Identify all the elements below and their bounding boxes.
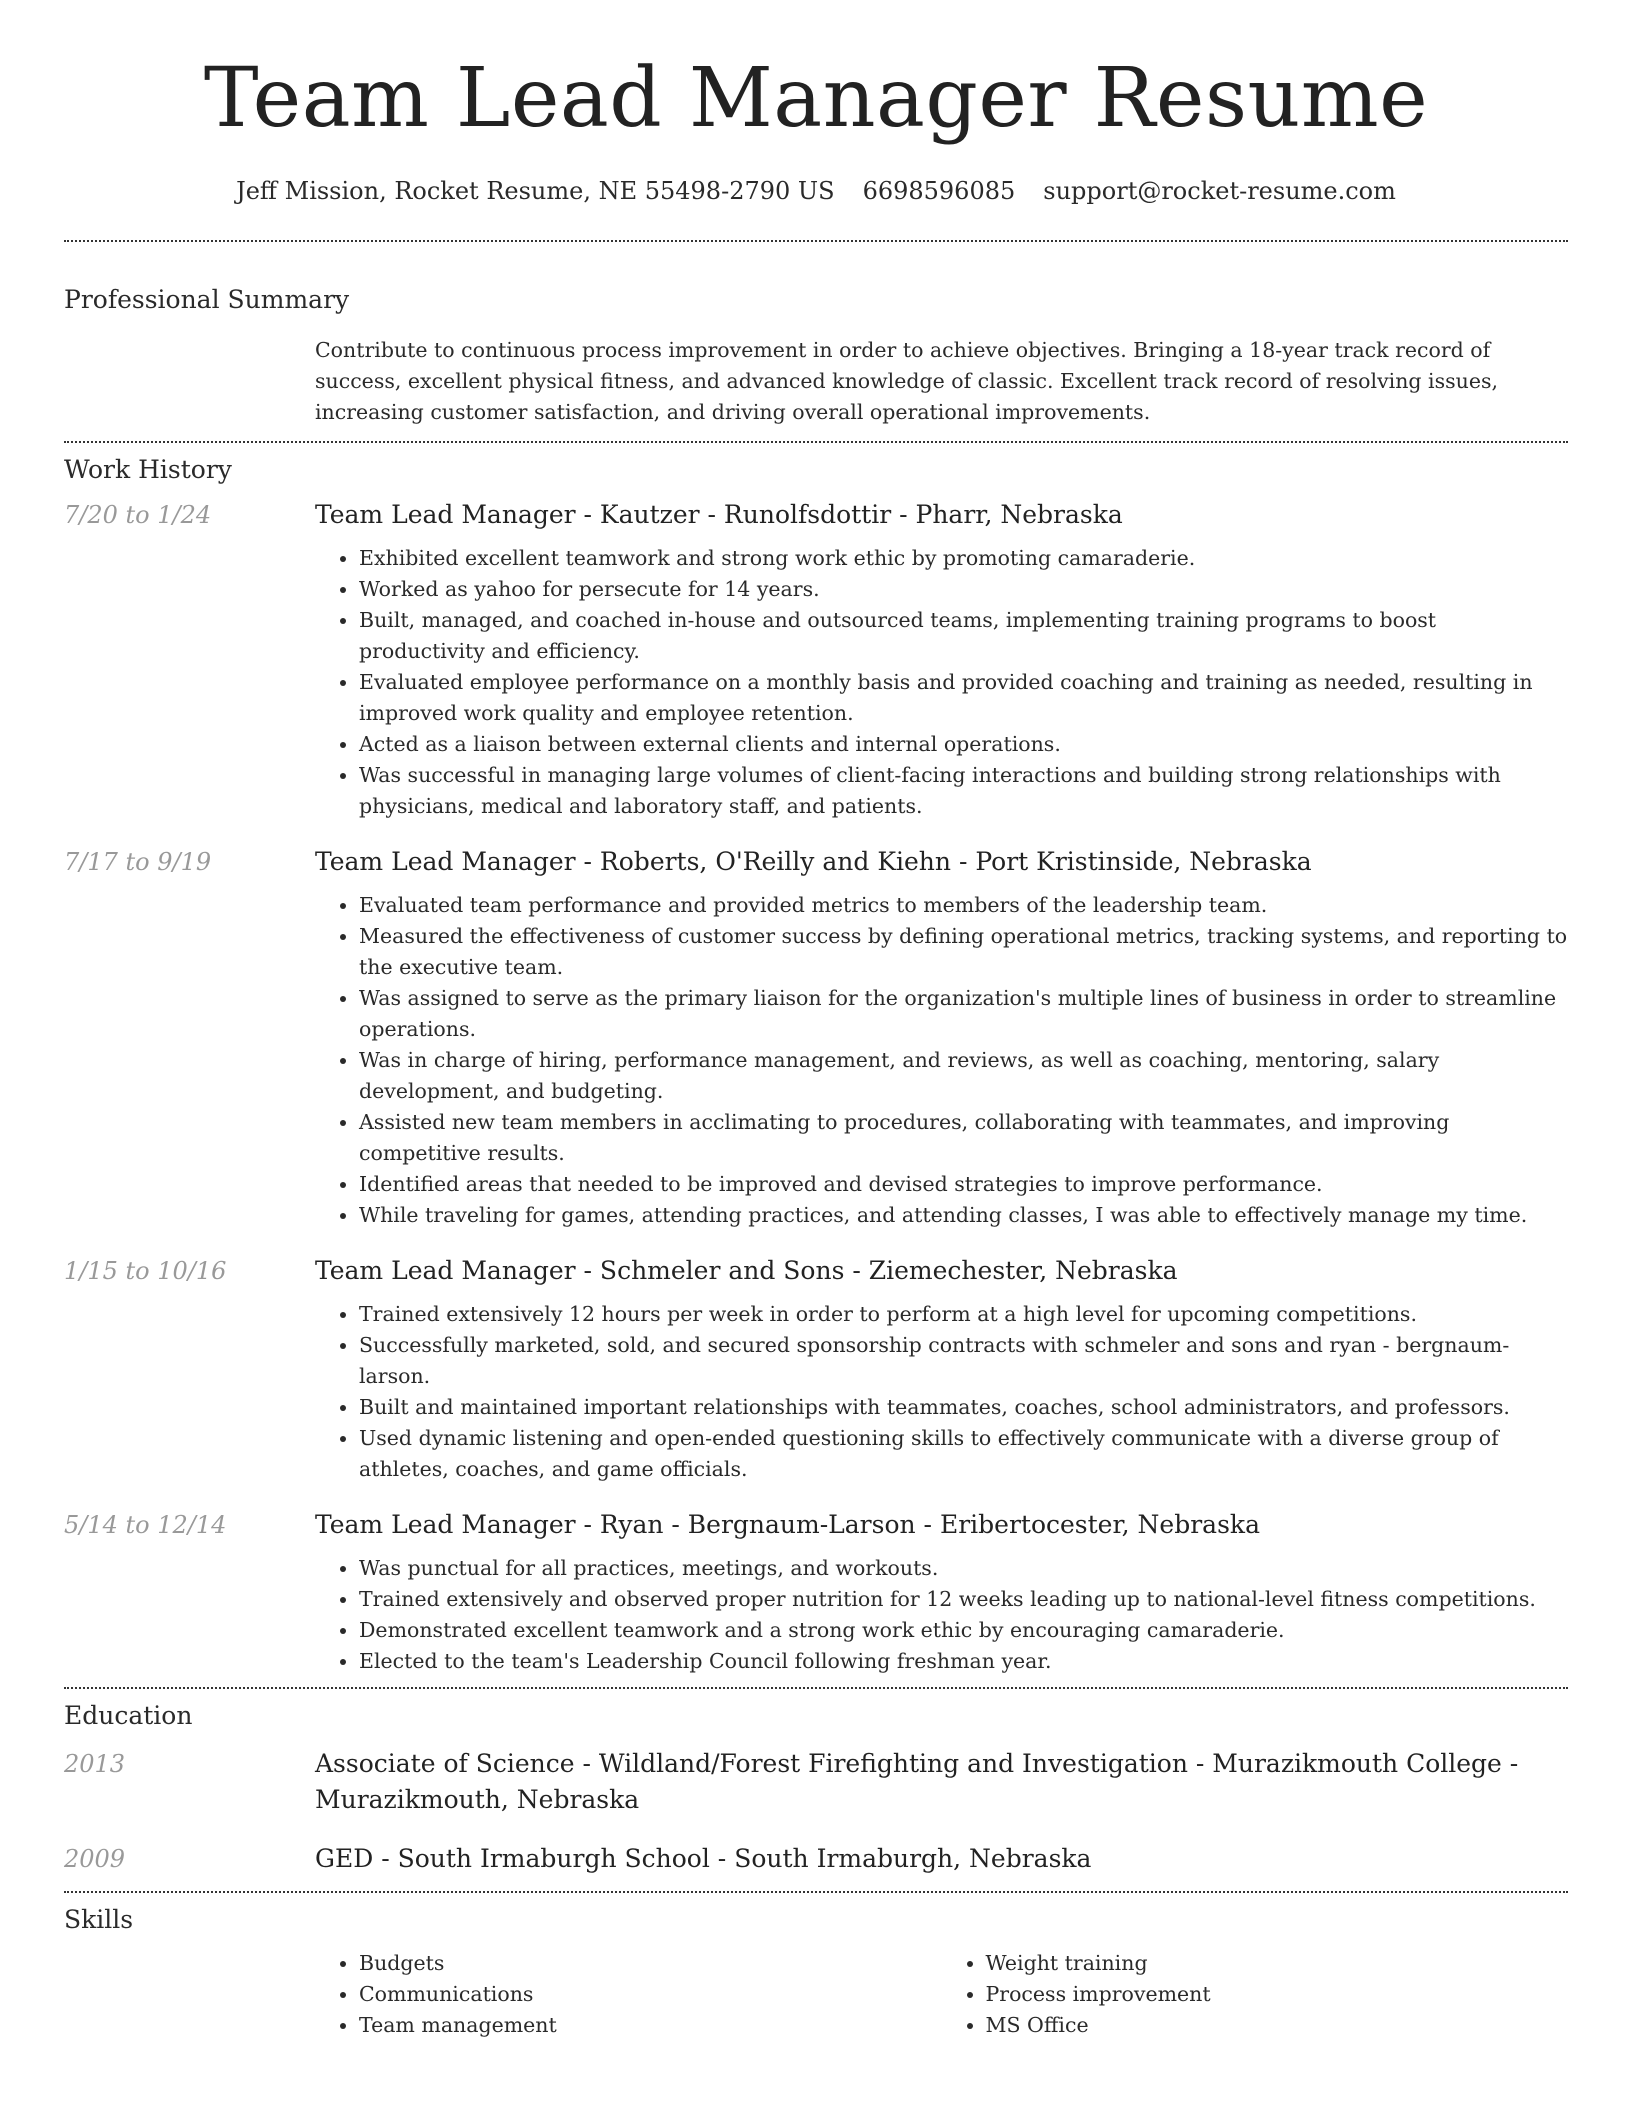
list-item: • Demonstrated excellent teamwork and a strong work ethic by encouraging camaraderie.	[359, 1615, 1568, 1646]
job-title: Team Lead Manager - Schmeler and Sons - Ziemechester, Nebraska	[315, 1256, 1178, 1285]
list-item: • Communications	[359, 1979, 942, 2010]
divider	[64, 240, 1568, 242]
list-item: • Was assigned to serve as the primary liaison for the organization's multiple lines of business in order to streamline operations.	[359, 983, 1568, 1045]
list-item: • Assisted new team members in acclimating to procedures, collaborating with teammates, and improving competitive results.	[359, 1107, 1568, 1169]
list-item: • Budgets	[359, 1948, 942, 1979]
section-title-education: Education	[64, 1701, 193, 1730]
list-item: • Team management	[359, 2010, 942, 2041]
list-item: • Built and maintained important relationships with teammates, coaches, school administrators, and professors.	[359, 1392, 1568, 1423]
list-item: • Process improvement	[986, 1979, 1569, 2010]
job-dates: 5/14 to 12/14	[64, 1511, 227, 1539]
list-item: • Measured the effectiveness of customer success by defining operational metrics, tracking systems, and reporting to the executive team.	[359, 921, 1568, 983]
job-bullets	[315, 1299, 1568, 1485]
list-item: • While traveling for games, attending practices, and attending classes, I was able to effectively manage my time.	[359, 1200, 1568, 1231]
education-entry	[64, 1746, 1568, 1818]
list-item: • Used dynamic listening and open-ended questioning skills to effectively communicate with a diverse group of athletes, coaches, and game officials.	[359, 1423, 1568, 1485]
page-title: Team Lead Manager Resume	[203, 51, 1429, 146]
job-entry	[64, 1253, 1568, 1485]
skills-list	[315, 1948, 1568, 2041]
section-title-summary: Professional Summary	[64, 285, 350, 314]
job-entry	[64, 1507, 1568, 1677]
list-item: • Acted as a liaison between external clients and internal operations.	[359, 729, 1568, 760]
skills-column-left	[315, 1948, 942, 2041]
list-item: • Exhibited excellent teamwork and strong work ethic by promoting camaraderie.	[359, 543, 1568, 574]
list-item: • Weight training	[986, 1948, 1569, 1979]
list-item: • MS Office	[986, 2010, 1569, 2041]
divider	[64, 1891, 1568, 1893]
list-item: • Was punctual for all practices, meetings, and workouts.	[359, 1553, 1568, 1584]
list-item: • Worked as yahoo for persecute for 14 years.	[359, 574, 1568, 605]
job-entry	[64, 497, 1568, 822]
list-item: • Evaluated team performance and provided metrics to members of the leadership team.	[359, 890, 1568, 921]
job-dates: 1/15 to 10/16	[64, 1257, 227, 1285]
list-item: • Trained extensively 12 hours per week in order to perform at a high level for upcoming competitions.	[359, 1299, 1568, 1330]
divider	[64, 1687, 1568, 1689]
summary-text: Contribute to continuous process improvement in order to achieve objectives. Bringing a 18-year track record of success, excellent physical fitness, and advanced knowledge of classic. Excellent track record of resolving issues, increasing customer satisfaction, and driving overall operational improvements.	[315, 338, 1499, 424]
contact-phone: 6698596085	[862, 177, 1016, 205]
list-item: • Built, managed, and coached in-house and outsourced teams, implementing training programs to boost productivity and efficiency.	[359, 605, 1568, 667]
job-title: Team Lead Manager - Roberts, O'Reilly and Kiehn - Port Kristinside, Nebraska	[315, 847, 1312, 876]
section-title-skills: Skills	[64, 1905, 134, 1934]
job-entry	[64, 844, 1568, 1231]
job-title: Team Lead Manager - Kautzer - Runolfsdottir - Pharr, Nebraska	[315, 500, 1123, 529]
skills-column-right	[942, 1948, 1569, 2041]
job-bullets	[315, 1553, 1568, 1677]
section-title-work-history: Work History	[64, 455, 232, 484]
education-entry	[64, 1841, 1568, 1877]
divider	[64, 441, 1568, 443]
list-item: • Successfully marketed, sold, and secured sponsorship contracts with schmeler and sons and ryan - bergnaum-larson.	[359, 1330, 1568, 1392]
education-text: GED - South Irmaburgh School - South Irmaburgh, Nebraska	[315, 1844, 1092, 1873]
job-title: Team Lead Manager - Ryan - Bergnaum-Larson - Eribertocester, Nebraska	[315, 1510, 1260, 1539]
list-item: • Evaluated employee performance on a monthly basis and provided coaching and training as needed, resulting in improved work quality and employee retention.	[359, 667, 1568, 729]
list-item: • Trained extensively and observed proper nutrition for 12 weeks leading up to national-level fitness competitions.	[359, 1584, 1568, 1615]
job-dates: 7/20 to 1/24	[64, 501, 212, 529]
list-item: • Was successful in managing large volumes of client-facing interactions and building strong relationships with physicians, medical and laboratory staff, and patients.	[359, 760, 1568, 822]
list-item: • Identified areas that needed to be improved and devised strategies to improve performance.	[359, 1169, 1568, 1200]
job-bullets	[315, 543, 1568, 822]
list-item: • Was in charge of hiring, performance management, and reviews, as well as coaching, mentoring, salary development, and budgeting.	[359, 1045, 1568, 1107]
resume-page	[64, 0, 1568, 2041]
education-text: Associate of Science - Wildland/Forest Firefighting and Investigation - Murazikmouth College - Murazikmouth, Nebraska	[315, 1749, 1519, 1814]
education-year: 2013	[64, 1750, 126, 1778]
education-year: 2009	[64, 1845, 126, 1873]
list-item: • Elected to the team's Leadership Council following freshman year.	[359, 1646, 1568, 1677]
job-dates: 7/17 to 9/19	[64, 848, 212, 876]
contact-email: support@rocket-resume.com	[1043, 177, 1396, 205]
contact-address: Jeff Mission, Rocket Resume, NE 55498-2790 US	[236, 177, 835, 205]
contact-info	[64, 176, 1568, 206]
job-bullets	[315, 890, 1568, 1231]
